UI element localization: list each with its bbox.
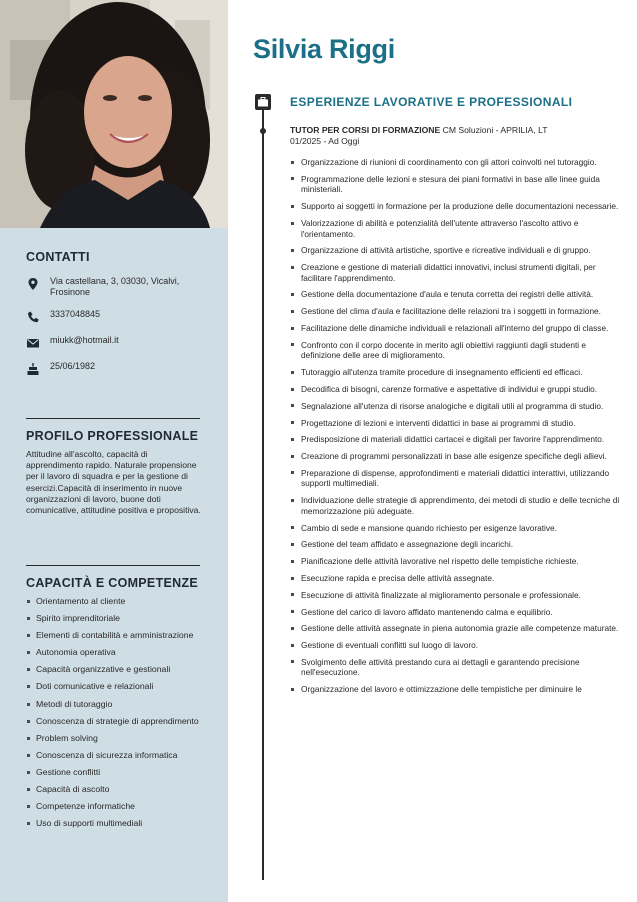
skills-section (26, 565, 202, 835)
phone-row (26, 309, 202, 324)
task-item: Predisposizione di materiali didattici cartacei e digitali per favorire l'apprendimento. (290, 434, 620, 445)
skill-item: Gestione conflitti (26, 767, 202, 778)
task-item: Svolgimento delle attività prestando cura ai dettagli e garantendo precisione nell'esecuzione. (290, 657, 620, 678)
task-item: Creazione e gestione di materiali didattici innovativi, inclusi strumenti digitali, per facilitare l'apprendimento. (290, 262, 620, 283)
profile-photo (0, 0, 228, 228)
profile-text: Attitudine all'ascolto, capacità di apprendimento rapido. Naturale propensione per il lavoro di squadra e per la gestione di esercizi.Capacità di inserimento in nuove organizzazioni di lavoro, buone doti comunicative, attitudine positiva e propositiva. (26, 449, 201, 516)
task-item: Gestione della documentazione d'aula e tenuta corretta dei registri delle attività. (290, 289, 620, 300)
skills-divider (26, 565, 200, 566)
task-item: Progettazione di lezioni e interventi didattici in base ai programmi di studio. (290, 418, 620, 429)
portrait-image (0, 0, 228, 228)
skill-item: Metodi di tutoraggio (26, 699, 202, 710)
skill-item: Doti comunicative e relazionali (26, 681, 202, 692)
skill-item: Uso di supporti multimediali (26, 818, 202, 829)
skill-item: Problem solving (26, 733, 202, 744)
address-row (26, 276, 202, 298)
task-item: Tutoraggio all'utenza tramite procedure di insegnamento efficienti ed efficaci. (290, 367, 620, 378)
skill-item: Conoscenza di sicurezza informatica (26, 750, 202, 761)
task-item: Pianificazione delle attività lavorative nel rispetto delle tempistiche richieste. (290, 556, 620, 567)
task-item: Gestione del team affidato e assegnazione degli incarichi. (290, 539, 620, 550)
skill-item: Autonomia operativa (26, 647, 202, 658)
profile-title: PROFILO PROFESSIONALE (26, 429, 199, 443)
task-item: Organizzazione di riunioni di coordinamento con gli attori coinvolti nel tutoraggio. (290, 157, 620, 168)
sidebar (0, 0, 228, 902)
task-item: Supporto ai soggetti in formazione per la produzione delle documentazioni necessarie. (290, 201, 620, 212)
profile-section (26, 418, 202, 516)
task-item: Gestione del clima d'aula e facilitazione delle relazioni tra i soggetti in formazione. (290, 306, 620, 317)
task-item: Esecuzione di attività finalizzate al miglioramento personale e professionale. (290, 590, 620, 601)
task-item: Esecuzione rapida e precisa delle attività assegnate. (290, 573, 620, 584)
task-item: Facilitazione delle dinamiche individuali e relazionali all'interno del gruppo di classe. (290, 323, 620, 334)
phone-text[interactable]: 3337048845 (50, 309, 101, 319)
experience-title: ESPERIENZE LAVORATIVE E PROFESSIONALI (290, 95, 573, 109)
task-item: Gestione delle attività assegnate in piena autonomia grazie alle competenze maturate. (290, 623, 620, 634)
birthdate-row (26, 361, 202, 376)
timeline-line (262, 104, 264, 880)
skills-title: CAPACITÀ E COMPETENZE (26, 576, 199, 590)
job-role: TUTOR PER CORSI DI FORMAZIONE (290, 125, 441, 135)
task-item: Individuazione delle strategie di apprendimento, dei metodi di studio e delle tecniche di memorizzazione più adeguate. (290, 495, 620, 516)
skills-list (26, 596, 202, 829)
birthday-cake-icon (26, 362, 40, 376)
timeline-dot (260, 128, 266, 134)
task-item: Cambio di sede e mansione quando richiesto per esigenze lavorative. (290, 523, 620, 534)
contacts-section (26, 250, 202, 376)
task-item: Gestione del carico di lavoro affidato mantenendo calma e equilibrio. (290, 607, 620, 618)
task-item: Decodifica di bisogni, carenze formative e aspettative di individui e gruppi studio. (290, 384, 620, 395)
briefcase-icon (255, 94, 271, 110)
task-item: Segnalazione all'utenza di risorse analogiche e digitali utili al programma di studio. (290, 401, 620, 412)
skill-item: Spirito imprenditoriale (26, 613, 202, 624)
task-item: Gestione di eventuali conflitti sul luogo di lavoro. (290, 640, 620, 651)
task-item: Creazione di programmi personalizzati in base alle esigenze specifiche degli allievi. (290, 451, 620, 462)
phone-icon (26, 310, 40, 324)
task-item: Valorizzazione di abilità e potenzialità dell'utente attraverso l'ascolto attivo e l'orientamento. (290, 218, 620, 239)
skill-item: Orientamento al cliente (26, 596, 202, 607)
job-company: CM Soluzioni - APRILIA, LT (442, 125, 548, 135)
task-item: Organizzazione del lavoro e ottimizzazione delle tempistiche per diminuire le (290, 684, 620, 695)
envelope-icon (26, 336, 40, 350)
birthdate-text: 25/06/1982 (50, 361, 96, 371)
task-item: Preparazione di dispense, approfondimenti e materiali didattici interattivi, utilizzando supporti multimediali. (290, 468, 620, 489)
skill-item: Capacità organizzative e gestionali (26, 664, 202, 675)
skill-item: Capacità di ascolto (26, 784, 202, 795)
email-row (26, 335, 202, 350)
task-item: Confronto con il corpo docente in merito agli obiettivi raggiunti dagli studenti e definizione delle aree di miglioramento. (290, 340, 620, 361)
task-item: Organizzazione di attività artistiche, sportive e ricreative individuali e di gruppo. (290, 245, 620, 256)
contacts-title: CONTATTI (26, 250, 90, 264)
skill-item: Conoscenza di strategie di apprendimento (26, 716, 202, 727)
profile-divider (26, 418, 200, 419)
address-text: Via castellana, 3, 03030, Vicalvi, Frosinone (50, 276, 180, 297)
location-pin-icon (26, 277, 40, 291)
skill-item: Competenze informatiche (26, 801, 202, 812)
task-list (290, 157, 620, 701)
candidate-name: Silvia Riggi (253, 34, 395, 64)
job-period: 01/2025 - Ad Oggi (290, 136, 360, 146)
email-text[interactable]: miukk@hotmail.it (50, 335, 119, 345)
skill-item: Elementi di contabilità e amministrazione (26, 630, 202, 641)
task-item: Programmazione delle lezioni e stesura dei piani formativi in base alle linee guida ministeriali. (290, 174, 620, 195)
job-header (290, 125, 620, 147)
